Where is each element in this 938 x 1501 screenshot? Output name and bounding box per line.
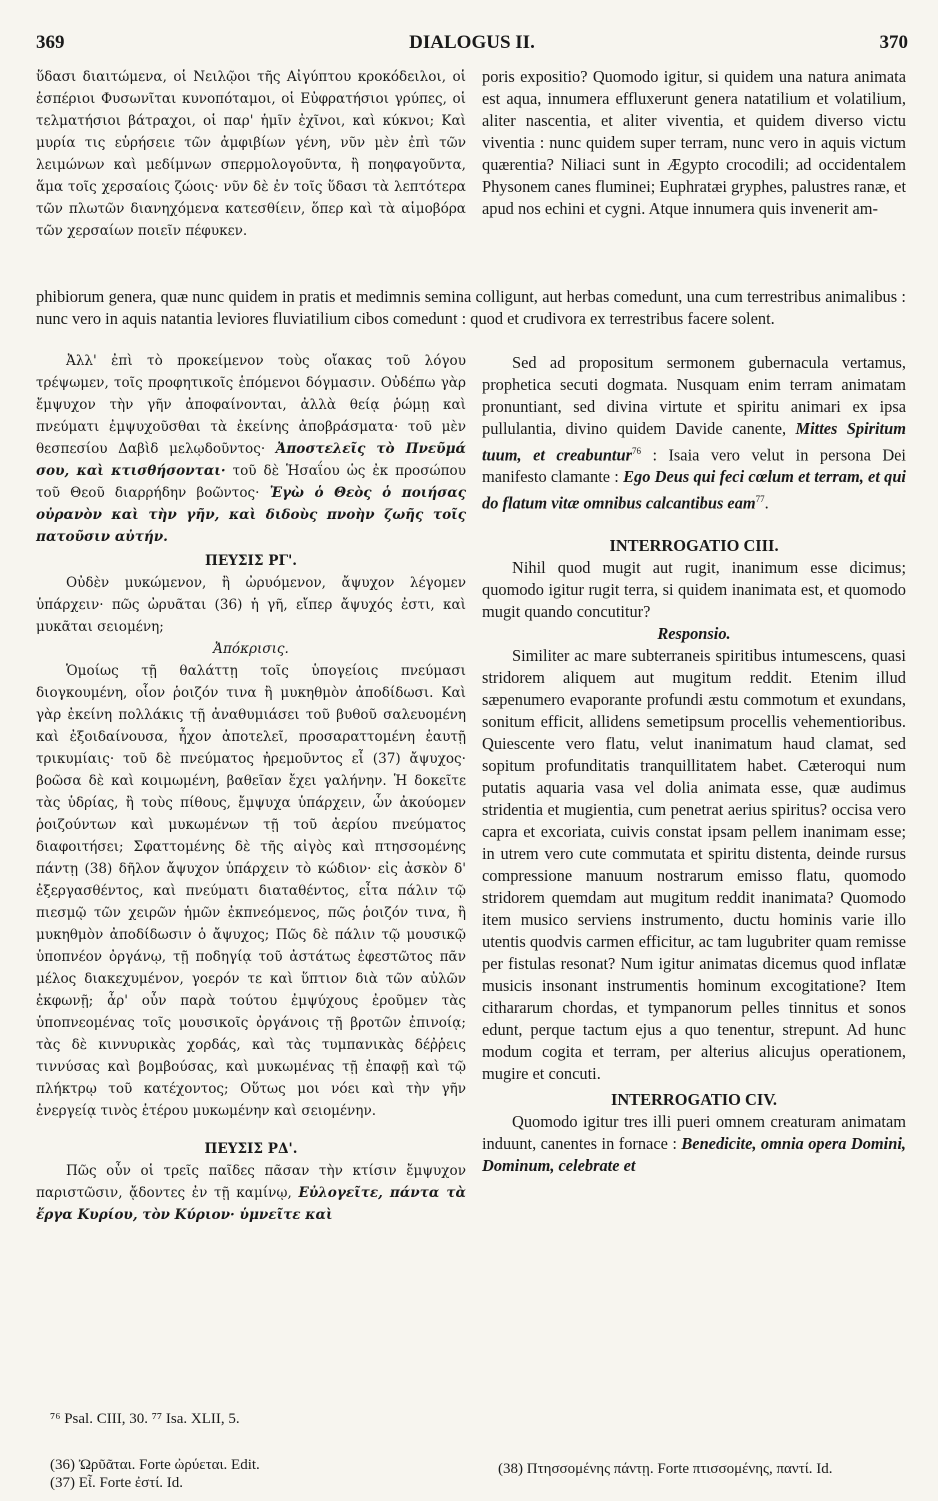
footnote-38: (38) Πτησσομένης πάντῃ. Forte πτισσομένης, παντί. Id. (498, 1461, 833, 1477)
greek-quote-isaiah: Ἐγὼ ὁ Θεὸς ὁ ποιήσας οὐρανὸν καὶ τὴν γῆν, καὶ διδοὺς πνοὴν ζωῆς τοῖς πατοῦσιν αὐτήν. (36, 485, 466, 545)
greek-heading-104: ΠΕΥΣΙΣ ΡΔ'. (204, 1141, 298, 1157)
latin-heading-103: INTERROGATIO CIII. (609, 535, 779, 555)
right-page-number: 370 (879, 32, 908, 53)
greek-paragraph-top: ὕδασι διαιτώμενα, οἱ Νειλῷοι τῆς Αἰγύπτου κροκόδειλοι, οἱ ἑσπέριοι Φυσωνῖται κυνοπόταμοι, οἱ Εὐφρατήσιοι γρύπες, οἱ τελματήσιοι βάτραχοι, οἱ παρ' ἡμῖν ἐχῖνοι, καὶ κύκνοι; Καὶ μυρία τις εὑρήσειε τῶν ἀμφιβίων γένη, νῦν μὲν ἐπὶ τῶν λειμώνων καὶ μεδίμνων σπερμολογοῦντα, ἢ ποηφαγοῦντα, ἅμα τοῖς χερσαίοις ζώοις· νῦν δὲ ἐν τοῖς ὕδασι τὰ λεπτότερα τῶν πλωτῶν διανηχόμενα κατεσθίειν, ὅπερ καὶ τὰ αἱμοβόρα τῶν χερσαίων ποιεῖν πέφυκεν. (36, 69, 466, 239)
footnote-references: ⁷⁶ Psal. CIII, 30. ⁷⁷ Isa. XLII, 5. (50, 1411, 240, 1427)
latin-quote-benedicite: Benedicite, omnia opera Domini, Dominum, celebrate et (482, 1133, 906, 1175)
latin-column-main (482, 352, 906, 1177)
latin-paragraph-top: poris expositio? Quomodo igitur, si quidem una natura animata est aqua, innumera effluxerunt genera natatilium et volatilium, aliter nascentia, et aliter viventia, et quidem diverso victu viventia : nunc quidem super terram, nunc vero in aquis victum quærentia? Niliaci sunt in Ægypto crocodili; ad occidentalem Physonem canes fluminei; Euphratæi gryphes, palustres ranæ, et apud nos echini et cygni. Atque innumera quis invenerit am- (482, 67, 906, 218)
latin-question-103: Nihil quod mugit aut rugit, inanimum esse dicimus; quomodo igitur rugit terra, si quidem inanimata est, et quomodo mugit quando concutitur? (482, 557, 906, 621)
greek-question-103: Οὐδὲν μυκώμενον, ἢ ὠρυόμενον, ἄψυχον λέγομεν ὑπάρχειν· πῶς ὠρυᾶται (36) ἡ γῆ, εἴπερ ἄψυχός ἐστι, καὶ μυκᾶται σειομένη; (36, 575, 466, 635)
latin-text: : Isaia vero velut in persona Dei manifesto clamante : (482, 445, 906, 487)
latin-fullwidth (36, 286, 906, 330)
greek-apokrisis: Ἀπόκρισις. (213, 641, 289, 657)
latin-answer-103: Similiter ac mare subterraneis spiritibus intumescens, quasi stridorem aliquem aut mugitum reddit. Etenim illud sæpenumero evaporante profundi æstu commotum et exundans, sonitum efficit, allidens semetipsum procellis vehementioribus. Quiescente vero flatu, velut inanimatum haud clamat, sed sopitum profunditatis tranquillitatem habet. Cæteroqui num putatis aquaria vasa vel dolia animata esse, quæ audimus stridentia et mugientia, cum penetrat aerius spiritus? occisa vero capra et excoriata, cuivis constat ipsam pellem inanimam esse; in utrem vero cute commutata et spiritu distenta, deinde rursus compressione manuum nostrarum emisso flatu, quomodo stridorem quemdam aut mugitum reddit inanimata? Quomodo item musico serviens instrumento, ductu hominis varie illo utentis quodvis carmen efficitur, ac tam lugubriter quam remisse per fistulas resonat? Num igitur animatas dicemus quod inflatæ musicis insonant instrumentis hominum excogitatione? Item cithararum chordas, et tympanorum pelles tinnitus et sonos edunt, perque tactum ejus a quo tenentur, strepunt. Ad hunc modum cogita et terram, per alterius alicujus operationem, mugire et concuti. (482, 645, 906, 1083)
footnote-marker-76: 76 (631, 446, 641, 456)
greek-text: Ἀλλ' ἐπὶ τὸ προκείμενον τοὺς οἴακας τοῦ λόγου τρέψωμεν, τοῖς προφητικοῖς ἑπόμενοι δόγμασιν. Οὐδέπω γὰρ ἔμψυχον τὴν γῆν ἀποφαίνονται, ἀλλὰ θείᾳ ῥώμῃ καὶ πνεύματι ἐμψυχοῦσθαι τὰ ἐκείνης ἀποβράσματα· τοῦ μὲν θεσπεσίου Δαβὶδ μελῳδοῦντος· (36, 353, 466, 457)
greek-heading-103: ΠΕΥΣΙΣ ΡΓ'. (205, 553, 297, 569)
running-title: DIALOGUS II. (409, 32, 535, 53)
footnotes-left (50, 1456, 260, 1492)
latin-text: Sed ad propositum sermonem gubernacula vertamus, prophetica secuti dogmata. Nusquam enim terram animatam pronuntiant, sed divina virtute et spiritu animari ex ipsa pullulantia, divino quidem Davide canente, (482, 353, 906, 438)
footnote-37: (37) Εἶ. Forte ἐστί. Id. (50, 1475, 184, 1491)
latin-quote-psalm: Mittes Spiritum tuum, et creabuntur (482, 419, 906, 465)
running-header (36, 32, 908, 58)
latin-paragraph-proposition: Sed ad propositum sermonem gubernacula vertamus, prophetica secuti dogmata. Nusquam enim terram animatam pronuntiant, sed divina virtute et spiritu animari ex ipsa pullulantia, divino quidem Davide canente, Mittes Spiritum tuum, et creabuntur$^{76}$ : Isaia vero velut in persona Dei manifesto clamante : Ego Deus qui feci cœlum et terram, et qui do flatum vitæ omnibus calcantibus eam$^{77}$. (482, 353, 906, 513)
latin-paragraph-fullwidth: phibiorum genera, quæ nunc quidem in pratis et medimnis semina colligunt, aut herbas comedunt, una cum terrestribus animalibus : nunc vero in aquis natantia leviores fluviatilium cibos comedunt : quod et crudivora ex terrestribus facere solent. (36, 287, 906, 328)
latin-text: Quomodo igitur tres illi pueri omnem creaturam animatam induunt, canentes in fornace : (482, 1111, 906, 1153)
footnote-marker-77: 77 (755, 494, 765, 505)
latin-question-104 (482, 1111, 906, 1177)
greek-text: τοῦ δὲ Ἡσαΐου ὡς ἐκ προσώπου τοῦ Θεοῦ διαρρήδην βοῶντος· (36, 463, 466, 501)
greek-column-top (36, 66, 466, 242)
greek-paragraph-proposition (36, 350, 466, 548)
greek-question-104 (36, 1160, 466, 1226)
left-page-number: 369 (36, 32, 65, 53)
greek-column-main (36, 350, 466, 1226)
greek-quote-benedicite: Εὐλογεῖτε, πάντα τὰ ἔργα Κυρίου, τὸν Κύριον· ὑμνεῖτε καὶ (36, 1185, 467, 1223)
footnote-36: (36) Ὠρῦᾶται. Forte ὠρύεται. Edit. (50, 1457, 260, 1473)
greek-text: Πῶς οὖν οἱ τρεῖς παῖδες πᾶσαν τὴν κτίσιν ἔμψυχον παριστῶσιν, ᾄδοντες ἐν τῇ καμίνῳ, (36, 1163, 466, 1201)
latin-responsio: Responsio. (657, 623, 731, 643)
greek-quote-psalm: Ἀποστελεῖς τὸ Πνεῦμά σου, καὶ κτισθήσονται· (36, 441, 466, 479)
latin-column-top (482, 66, 906, 220)
greek-answer-103: Ὁμοίως τῇ θαλάττῃ τοῖς ὑπογείοις πνεύμασι διογκουμένη, οἷον ῥοιζόν τινα ἢ μυκηθμὸν ἀποδίδωσι. Καὶ γὰρ ἐκείνη πολλάκις τῇ ἀναθυμιάσει τοῦ βυθοῦ σαλευομένη καὶ ἐξοιδαίνουσα, ἦχον ἀποτελεῖ, προσαραττομένη ἑαυτῇ τρικυμίαις· τοῦ δὲ πνεύματος ἠρεμοῦντος εἶ (37) ἄψυχος· βοῶσα δὲ καὶ κοιμωμένη, βαθεῖαν ἔχει γαλήνην. Ἡ δοκεῖτε τὰς ὑδρίας, ἢ τοὺς πίθους, ἔμψυχα ὑπάρχειν, ὧν ἀκούομεν ῥοιζούντων καὶ μυκωμένων τῇ τοῦ ἀερίου πνεύματος διαφοιτήσει; Σφαττομένης δὲ τῆς αἰγὸς καὶ πτησσομένης πάντῃ (38) δῆλον ἄψυχον ὑπάρχειν τὸ κώδιον· εἰς ἀσκὸν δ' ἐξεργασθέντος, καὶ πνεύματι διαταθέντος, εἶτα πάλιν τῷ πιεσμῷ τῶν χειρῶν ἡμῶν ἐκπνεόμενος, πῶς ῥοιζόν τινα, ἢ μυκηθμὸν ἀποδίδωσιν ὁ ἄψυχος; Πῶς δὲ πάλιν τῷ μουσικῷ ὑποπνέον ὀργάνῳ, τῇ ποδηγίᾳ τοῦ ἀστάτως ἐφεστῶτος πᾶν μέλος διακεχυμένον, γοερόν τε καὶ ὕπτιον διὰ τῶν αὐλῶν ἐκφωνῇ; ἆρ' οὖν παρὰ τούτου ἐμψύχους ἐροῦμεν τὰς ὑποπνεομένας τοῖς μουσικοῖς ὀργάνοις τῇ βροτῶν ἐπινοίᾳ; τὰς δὲ κιννυρικὰς χορδάς, καὶ τὰς τυμπανικὰς δέῤῥεις τιννύσας καὶ βομβούσας, καὶ μυκωμένας τῇ ἐπαφῇ καὶ τῷ πλήκτρῳ τοῦ κατέχοντος; Οὕτως μοι νόει καὶ τὴν γῆν ἐνεργείᾳ τινὸς ἑτέρου μυκωμένην καὶ σειομένην. (36, 663, 466, 1119)
latin-quote-isaiah: Ego Deus qui feci cœlum et terram, et qui do flatum vitæ omnibus calcantibus eam (482, 467, 906, 513)
latin-heading-104: INTERROGATIO CIV. (610, 1089, 778, 1109)
